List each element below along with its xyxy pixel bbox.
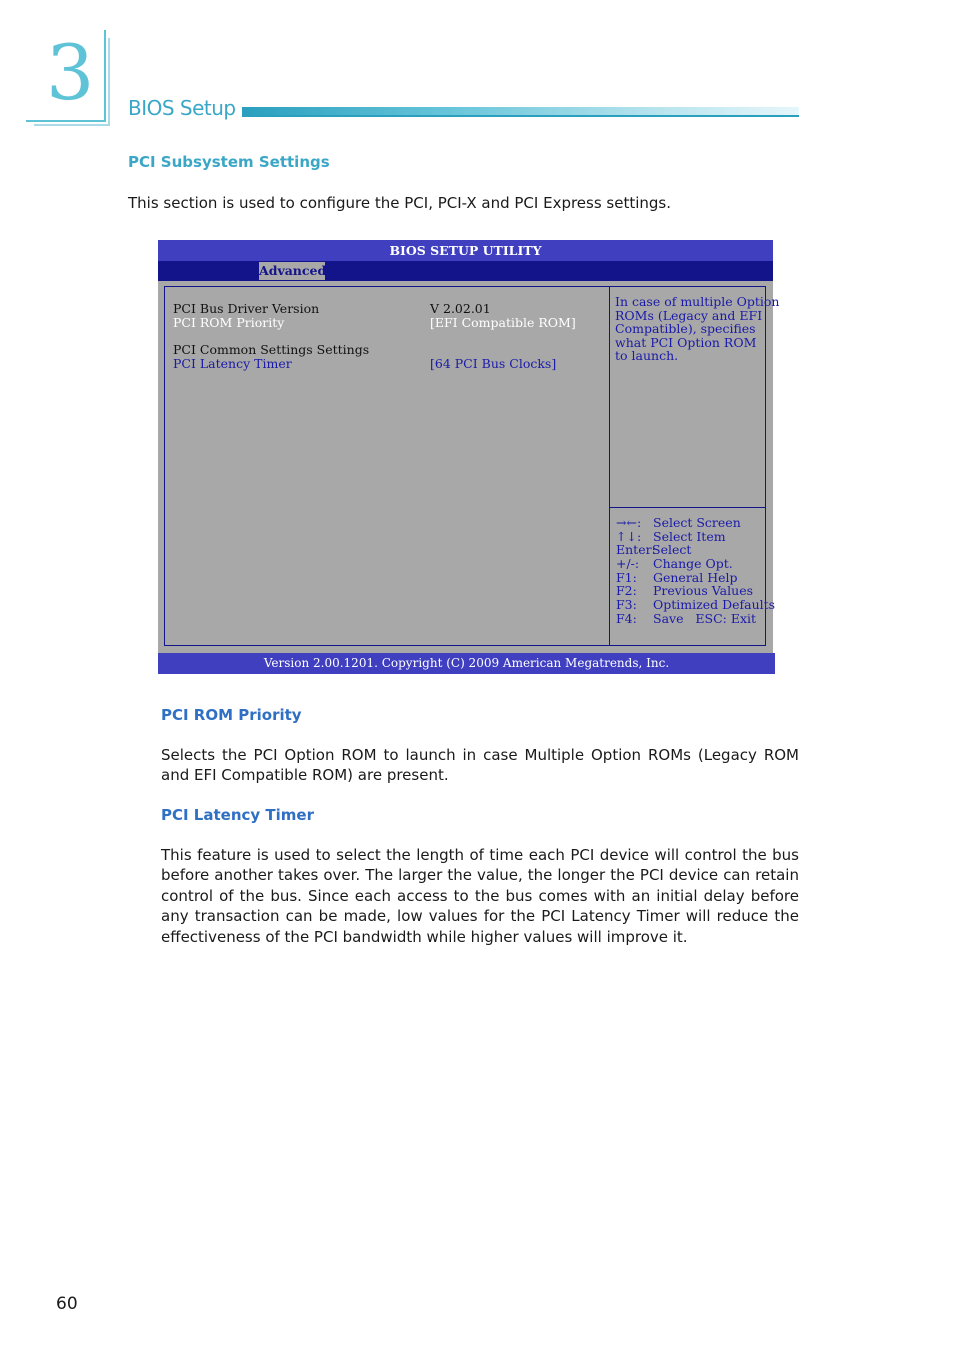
key-row-select-screen	[616, 516, 766, 530]
section-intro: This section is used to configure the PCI, PCI-X and PCI Express settings.	[128, 194, 672, 212]
rom-priority-text: Selects the PCI Option ROM to launch in case Multiple Option ROMs (Legacy ROM and EFI Compatible ROM) are present.	[161, 746, 799, 785]
key-desc: General Help	[653, 569, 738, 585]
key-legend	[616, 515, 776, 626]
bios-title-bar: BIOS SETUP UTILITY	[158, 240, 773, 261]
key-desc: Select Screen	[653, 515, 741, 530]
bios-footer: Version 2.00.1201. Copyright (C) 2009 American Megatrends, Inc.	[158, 653, 775, 674]
key-label: +/-:	[616, 556, 640, 572]
key-desc: Change Opt.	[653, 556, 733, 572]
help-line: In case of multiple Option	[615, 294, 780, 309]
key-row-select-item	[616, 530, 766, 544]
arrow-up-down-icon: ↑↓:	[616, 528, 642, 544]
key-desc: Select	[652, 542, 692, 558]
key-row-change-opt	[616, 557, 766, 571]
key-row-f2	[616, 584, 766, 598]
bios-help-divider	[610, 507, 765, 508]
key-row-f3	[616, 597, 776, 613]
help-line: what PCI Option ROM	[615, 334, 757, 350]
latency-timer-heading: PCI Latency Timer	[161, 806, 314, 824]
bios-screen	[158, 240, 780, 674]
help-line: to launch.	[615, 348, 679, 364]
chapter-number: 3	[46, 28, 95, 117]
key-label: F4:	[616, 610, 637, 626]
key-desc: Previous Values	[653, 583, 753, 599]
setting-label-latency-timer[interactable]: PCI Latency Timer	[173, 356, 292, 371]
setting-label-rom-priority[interactable]: PCI ROM Priority	[173, 315, 285, 330]
key-row-f4	[616, 612, 766, 626]
setting-value-bus-driver-version: V 2.02.01	[430, 301, 491, 316]
setting-label-bus-driver-version: PCI Bus Driver Version	[173, 301, 320, 316]
key-label: F3:	[616, 597, 637, 613]
arrow-left-right-icon: →←:	[616, 515, 642, 530]
key-desc: Optimized Defaults	[653, 597, 776, 613]
setting-value-rom-priority[interactable]: [EFI Compatible ROM]	[430, 315, 576, 330]
bios-tab-bar	[158, 261, 773, 281]
page-number: 60	[56, 1294, 78, 1314]
key-row-enter	[616, 543, 766, 557]
bios-divider	[609, 286, 610, 646]
help-line: Compatible), specifies	[615, 321, 756, 337]
help-text	[615, 294, 780, 364]
chapter-title: BIOS Setup	[128, 96, 236, 120]
key-row-f1	[616, 571, 766, 585]
rom-priority-heading: PCI ROM Priority	[161, 706, 302, 724]
chapter-bar-line	[242, 115, 799, 117]
key-desc: Save ESC: Exit	[653, 610, 757, 626]
help-line: ROMs (Legacy and EFI	[615, 307, 763, 323]
tab-advanced[interactable]: Advanced	[259, 263, 327, 278]
latency-timer-text: This feature is used to select the length of time each PCI device will control the bus before another takes over. The larger the value, the longer the PCI device can retain control of the bus. Since each access to the bus comes with an initial delay before any transaction can be made, low values for the PCI Latency Timer will reduce the effectiveness of the PCI bandwidth while higher values will improve it.	[161, 846, 799, 946]
key-label: F2:	[616, 583, 637, 599]
setting-value-latency-timer[interactable]: [64 PCI Bus Clocks]	[430, 356, 557, 371]
section-heading: PCI Subsystem Settings	[128, 153, 330, 171]
key-desc: Select Item	[653, 528, 726, 544]
setting-label-common-settings: PCI Common Settings Settings	[173, 342, 370, 357]
key-label: F1:	[616, 569, 637, 585]
key-label: Enter:	[616, 542, 656, 558]
